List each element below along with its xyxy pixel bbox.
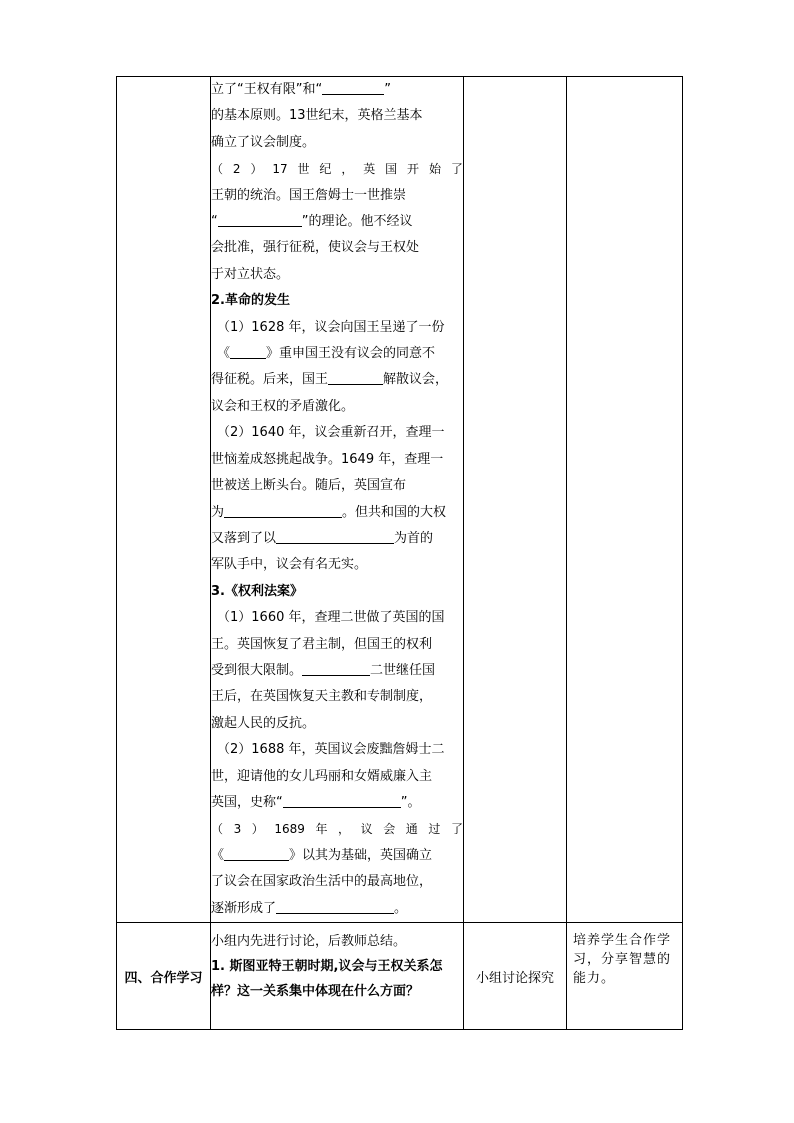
method-cell-empty [464, 77, 567, 923]
text-line: 王后，在英国恢复天主教和专制制度， [211, 689, 433, 705]
intent-cell-empty [567, 77, 683, 923]
text-line: （1）1628 年，议会向国王呈递了一份 [217, 319, 445, 335]
discussion-question: 1. 斯图亚特王朝时期,议会与王权关系怎样？这一关系集中体现在什么方面？ [211, 959, 443, 999]
text-line: 军队手中，议会有名无实。 [211, 557, 368, 573]
text-line: （ 2 ） 17 世 纪 ， 英 国 开 始 了 [211, 162, 463, 177]
text-line: （2）1640 年，议会重新召开，查理一 [217, 425, 445, 441]
text-line: 会批准，强行征税，使议会与王权处 [211, 240, 420, 256]
text-line: 为 。但共和国的大权 [211, 504, 447, 520]
fill-blank[interactable] [276, 529, 394, 544]
text-line: “ ”的理论。他不经议 [211, 214, 413, 230]
text-line: 王朝的统治。国王詹姆士一世推崇 [211, 187, 407, 203]
fill-blank[interactable] [283, 793, 401, 808]
text-line: （ 3 ） 1689 年 ， 议 会 通 过 了 [211, 822, 463, 837]
text-line: （2）1688 年，英国议会废黜詹姆士二 [217, 742, 445, 758]
fill-blank[interactable] [224, 503, 342, 518]
text-line: 的基本原则。13世纪末，英格兰基本 [211, 108, 423, 124]
text-line: 得征税。后来，国王 解散议会， [211, 372, 449, 388]
text-line: 英国，史称“ ”。 [211, 794, 421, 810]
content-cell [211, 77, 464, 923]
text-line: 世被送上断头台。随后，英国宣布 [211, 478, 407, 494]
content-cell [211, 923, 464, 1030]
text-line: 确立了议会制度。 [211, 134, 316, 150]
fill-blank[interactable] [302, 661, 370, 676]
lesson-plan-table [116, 76, 683, 1030]
text-line: 世，迎请他的女儿玛丽和女婿威廉入主 [211, 768, 433, 784]
fill-blank[interactable] [230, 344, 266, 359]
text-line: 受到很大限制。 二世继任国 [211, 662, 436, 678]
intent-text: 培养学生合作学习，分享智慧的能力。 [567, 923, 683, 1030]
text-line: 又落到了以 为首的 [211, 530, 434, 546]
table-row [117, 923, 683, 1030]
text-line: 逐渐形成了 。 [211, 900, 408, 916]
fill-blank[interactable] [322, 80, 384, 95]
section-heading: 2.革命的发生 [211, 293, 290, 309]
fill-blank[interactable] [328, 370, 383, 385]
text-line: 世恼羞成怒挑起战争。1649 年，查理一 [211, 451, 444, 467]
fill-blank[interactable] [224, 846, 289, 861]
text-line: 于对立状态。 [211, 266, 290, 282]
text-line: 立了“王权有限”和“ ” [211, 82, 391, 97]
stage-label: 四、合作学习 [117, 923, 211, 1030]
table-row [117, 77, 683, 923]
text-line: 激起人民的反抗。 [211, 715, 316, 731]
text-line: 议会和王权的矛盾激化。 [211, 398, 355, 414]
text-line: 《 》重申国王没有议会的同意不 [217, 346, 436, 362]
text-line: 《 》以其为基础，英国确立 [211, 847, 433, 863]
fill-blank[interactable] [276, 899, 394, 914]
stage-cell-empty [117, 77, 211, 923]
text-line: （1）1660 年，查理二世做了英国的国 [217, 610, 445, 626]
method-label: 小组讨论探究 [464, 923, 567, 1030]
text-line: 小组内先进行讨论，后教师总结。 [211, 934, 407, 949]
text-line: 了议会在国家政治生活中的最高地位， [211, 874, 433, 890]
text-line: 王。英国恢复了君主制，但国王的权利 [211, 636, 433, 652]
fill-blank[interactable] [218, 212, 302, 227]
section-heading: 3.《权利法案》 [211, 583, 303, 599]
